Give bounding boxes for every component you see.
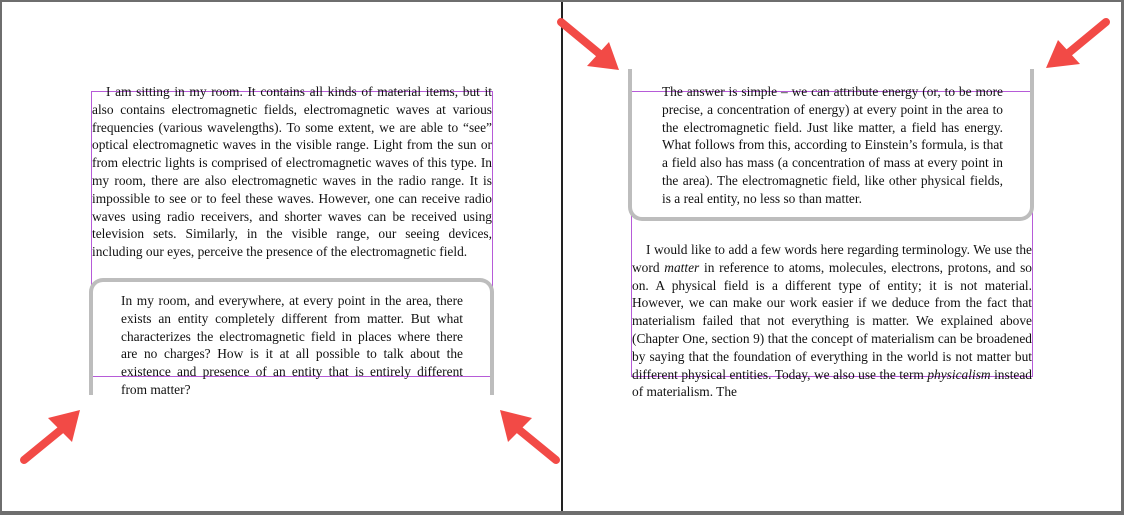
right-paragraph-text-a: I would like to add a few words here regarding terminology. We use the word: [632, 242, 1032, 275]
arrow-down-left-icon: [1034, 14, 1114, 94]
right-paragraph-text-c: instead of materialism. The: [632, 366, 1032, 400]
term-physicalism: physicalism: [927, 366, 991, 382]
left-callout-text: In my room, and everywhere, at every point in the area, there exists an entity completely different from matter. But what characterizes the electromagnetic field in places where there are no charges? How is it at all possible to talk about the existence and presence of an entity that is entirely different from matter?: [121, 293, 463, 397]
left-body-paragraph: [92, 83, 492, 261]
arrow-up-left-icon: [486, 400, 566, 480]
term-matter: matter: [664, 259, 700, 275]
left-paragraph-text: I am sitting in my room. It contains all kinds of material items, but it also contains electromagnetic fields, electromagnetic waves at various frequencies (various wavelengths). To some extent, we are able to “see” optical electromagnetic waves in the visible range. Light from the sun or from electric lights is comprised of electromagnetic waves of this type. In my room, there are also electromagnetic waves in the radio range. It is impossible to see or to feel these waves. However, one can receive radio waves using radio receivers, and shorter waves can be received using television sets. Similarly, in the visible range, our seeing devices, including our eyes, perceive the presence of the electromagnetic field.: [92, 84, 492, 260]
right-body-paragraph: [632, 241, 1032, 401]
arrow-down-right-icon: [553, 14, 633, 94]
right-paragraph-text-b: in reference to atoms, molecules, electrons, protons, and so on. A physical field is a different type of entity; it is not material. However, we can make our work easier if we deduce from the fact that materialism failed that not everything is matter. We explained above (Chapter One, section 9) that the concept of materialism can be broadened by saying that the foundation of everything in the world is not matter but different physical entities. Today, we also use the term: [632, 259, 1032, 382]
arrow-up-right-icon: [14, 400, 94, 480]
right-callout-text: The answer is simple – we can attribute energy (or, to be more precise, a concentration of energy) at every point in the area to the electromagnetic field. Just like matter, a field has energy. What follows from this, according to Einstein’s formula, is that a field also has mass (a concentration of mass at every point in the area). The electromagnetic field, like other physical fields, is a real entity, no less so than matter.: [662, 84, 1003, 206]
